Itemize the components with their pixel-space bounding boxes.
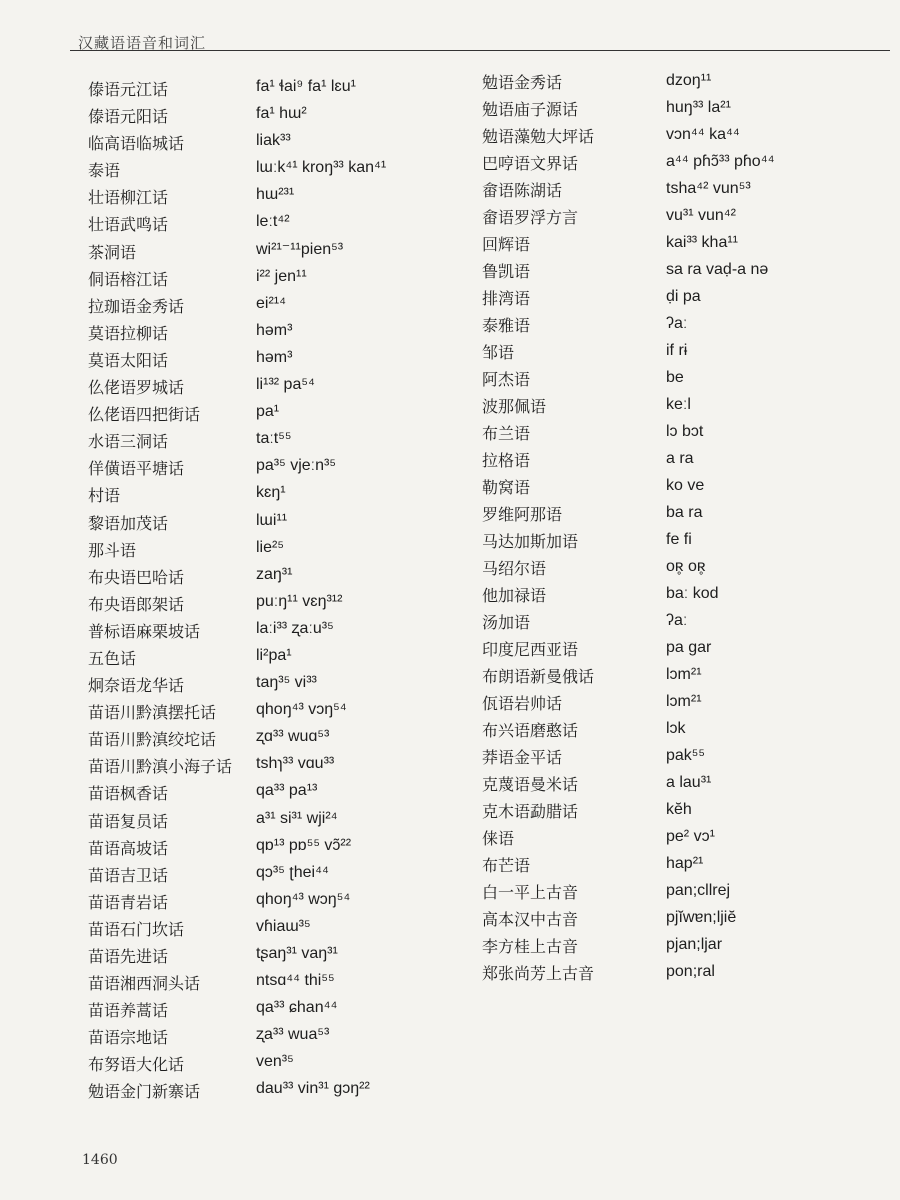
running-header: 汉藏语语音和词汇 [78,34,207,52]
word-form: fe fi [666,531,692,548]
entry-row [482,151,882,178]
entry-row [88,937,468,964]
word-form: pak⁵⁵ [666,747,706,764]
entry-row [88,124,468,154]
word-form: pon;ral [666,963,715,980]
word-form: ʔaː [666,315,688,332]
language-name: 勒窝语 [482,478,531,497]
word-form: fa¹ ɬai⁹ fa¹ lɛu¹ [256,78,356,95]
entry-row [88,395,468,425]
entry-row [482,772,882,799]
entry-row [88,829,468,856]
entry-row [482,367,882,394]
language-name: 李方桂上古音 [482,937,579,956]
language-name: 波那佩语 [482,397,547,416]
entry-row [482,718,882,745]
language-name: 阿杰语 [482,370,531,389]
entry-row [482,745,882,772]
word-form: li²pa¹ [256,646,292,664]
word-form: ba ra [666,504,703,521]
entry-row [482,637,882,664]
language-name: 马绍尔语 [482,559,547,578]
word-form: lɔk [666,720,686,737]
word-form: pjan;ljar [666,936,723,953]
language-name: 回辉语 [482,235,531,254]
word-form: hap²¹ [666,855,704,872]
word-form: leːt⁴² [256,213,290,231]
entry-row [88,774,468,804]
entry-row [482,880,882,907]
entry-row [482,583,882,610]
language-name: 苗语吉卫话 [88,865,169,885]
word-form: huŋ³³ la²¹ [666,99,731,116]
word-form: qhoŋ⁴³ vɔŋ⁵⁴ [256,701,347,719]
word-form: həm³ [256,321,293,339]
language-name: 高本汉中古音 [482,910,579,929]
word-form: a lau³¹ [666,774,712,791]
entry-row [482,934,882,961]
language-name: 布兰语 [482,424,531,443]
language-name: 佯僙语平塘话 [88,459,185,479]
language-name: 克蔑语曼米话 [482,775,579,794]
entry-row [482,205,882,232]
entry-row [482,907,882,934]
entry-row [88,720,468,750]
word-form: lɯi¹¹ [256,511,288,529]
word-form: ntsɑ⁴⁴ thi⁵⁵ [256,972,335,990]
language-name: 苗语高坡话 [88,838,169,858]
word-form: kai³³ kha¹¹ [666,234,739,251]
word-form: ei²¹⁴ [256,294,286,312]
language-name: 布朗语新曼俄话 [482,667,595,686]
language-name: 拉珈语金秀话 [88,296,185,316]
entry-row [482,286,882,313]
word-form: pjĭwɐn;ljiĕ [666,909,737,926]
language-name: 傣语元江话 [88,80,169,99]
word-form: tsha⁴² vun⁵³ [666,180,751,197]
language-name: 苗语川黔滇小海子话 [88,757,233,777]
entry-row [88,612,468,639]
language-name: 苗语枫香话 [88,784,169,804]
language-name: 克木语勐腊话 [482,802,579,821]
language-name: 白一平上古音 [482,883,579,902]
word-form: qa³³ ɕhan⁴⁴ [256,999,338,1017]
right-column [482,70,882,988]
entry-row [88,558,468,585]
word-form: qa³³ pa¹³ [256,782,318,800]
language-name: 马达加斯加语 [482,532,579,551]
entry-row [482,664,882,691]
word-form: a ra [666,450,694,467]
entry-row [482,556,882,583]
language-name: 鲁凯语 [482,262,531,281]
language-name: 那斗语 [88,540,137,560]
entry-row [482,340,882,367]
word-form: vɦiaɯ³⁵ [256,917,311,935]
entry-row [88,476,468,506]
entry-row [482,124,882,151]
entry-row [482,610,882,637]
entry-row [88,964,468,994]
language-name: 勉语金秀话 [482,73,563,92]
entry-row [88,97,468,127]
word-form: həm³ [256,348,293,366]
entry-row [482,232,882,259]
language-name: 泰语 [88,161,121,181]
word-form: ʔaː [666,612,688,629]
word-form: tʂaŋ³¹ vaŋ³¹ [256,945,338,962]
language-name: 水语三洞话 [88,432,169,452]
entry-row [88,991,468,1021]
language-name: 巴哼语文界话 [482,154,579,173]
entry-row [88,287,468,314]
language-name: 印度尼西亚语 [482,640,579,659]
entry-row [88,639,468,666]
entry-row [88,531,468,558]
language-name: 普标语麻栗坡话 [88,621,201,641]
entry-row [88,422,468,452]
language-name: 村语 [88,486,121,506]
entry-row [482,529,882,556]
language-name: 布央语郎架话 [88,594,185,614]
language-name: 排湾语 [482,289,531,308]
left-column [88,70,468,1100]
language-name: 苗语川黔滇摆托话 [88,703,217,723]
language-name: 他加禄语 [482,586,547,605]
language-name: 畲语罗浮方言 [482,208,579,227]
entry-row [88,747,468,777]
language-name: 郑张尚芳上古音 [482,964,595,983]
entry-row [482,475,882,502]
language-name: 布芒语 [482,856,531,875]
language-name: 傣语元阳话 [88,107,169,127]
language-name: 布努语大化话 [88,1055,185,1075]
language-name: 勉语庙子源话 [482,100,579,119]
word-form: ko ve [666,477,705,494]
word-form: baː kod [666,585,719,602]
language-name: 壮语柳江话 [88,188,169,208]
word-form: lɔm²¹ [666,666,702,683]
language-name: 拉格语 [482,451,531,470]
language-name: 苗语宗地话 [88,1028,169,1048]
language-name: 佤语岩帅话 [482,694,563,713]
entry-row [88,856,468,883]
language-name: 布兴语磨憨话 [482,721,579,740]
word-form: fa¹ hɯ² [256,105,307,123]
language-name: 五色话 [88,648,137,668]
entry-row [482,799,882,826]
entry-row [88,449,468,479]
entry-row [482,826,882,853]
word-form: dzoŋ¹¹ [666,72,712,89]
word-form: taːt⁵⁵ [256,430,292,448]
word-form: vɔn⁴⁴ ka⁴⁴ [666,126,740,143]
entry-row [88,1045,468,1075]
word-form: wi²¹⁻¹¹pien⁵³ [256,240,344,258]
language-name: 苗语石门坎话 [88,919,185,939]
language-name: 苗语青岩话 [88,892,169,912]
entry-row [482,448,882,475]
language-name: 邹语 [482,343,515,362]
language-name: 勉语金门新寨话 [88,1082,201,1102]
language-name: 罗维阿那语 [482,505,563,524]
entry-row [482,97,882,124]
word-form: be [666,369,684,386]
word-form: keːl [666,396,691,413]
entry-row [88,802,468,829]
word-form: i²² jen¹¹ [256,267,307,285]
word-form: pe² vɔ¹ [666,828,715,845]
word-form: laːi³³ ʐaːu³⁵ [256,619,334,637]
word-form: tshɿ³³ vɑu³³ [256,755,335,773]
entry-row [482,691,882,718]
word-form: taŋ³⁵ vi³³ [256,674,317,692]
entry-row [482,178,882,205]
language-name: 炯奈语龙华话 [88,676,185,696]
word-form: qɔ³⁵ ʈhei⁴⁴ [256,863,329,881]
language-name: 苗语复员话 [88,811,169,831]
entry-row [88,585,468,612]
word-form: if rɨ [666,342,688,359]
entry-row [88,1018,468,1048]
word-form: ʐa³³ wua⁵³ [256,1026,330,1044]
word-form: ven³⁵ [256,1053,294,1071]
language-name: 苗语川黔滇绞坨话 [88,730,217,750]
entry-row [88,693,468,723]
word-form: pan;cllrej [666,882,731,899]
word-form: sa ra vaḍ-a nə [666,261,769,278]
word-form: lie²⁵ [256,538,284,556]
header-rule [70,50,890,51]
language-name: 布央语巴哈话 [88,567,185,587]
entry-row [88,70,468,97]
entry-row [88,368,468,398]
word-form: zaŋ³¹ [256,565,293,583]
entry-row [482,259,882,286]
language-name: 勉语藻勉大坪话 [482,127,595,146]
word-form: ḍi pa [666,288,701,305]
language-name: 泰雅语 [482,316,531,335]
page-number: 1460 [82,1152,118,1168]
entry-row [482,421,882,448]
language-name: 仫佬语四把街话 [88,405,201,425]
language-name: 畲语陈湖话 [482,181,563,200]
entry-row [88,233,468,260]
language-name: 俫语 [482,829,515,848]
word-form: ʐɑ³³ wuɑ⁵³ [256,728,330,746]
word-form: pa¹ [256,403,280,421]
language-name: 苗语养蒿话 [88,1001,169,1021]
word-form: lɔm²¹ [666,693,702,710]
entry-row [88,341,468,368]
language-name: 仫佬语罗城话 [88,378,185,398]
entry-row [88,314,468,341]
word-form: pa³⁵ vjeːn³⁵ [256,457,336,475]
word-form: lɔ bɔt [666,423,704,440]
language-name: 侗语榕江话 [88,269,169,289]
language-name: 苗语先进话 [88,947,169,966]
entry-row [88,260,468,287]
language-name: 茶洞语 [88,242,137,262]
word-form: qhoŋ⁴³ wɔŋ⁵⁴ [256,890,351,908]
language-name: 莽语金平话 [482,748,563,767]
language-name: 莫语拉柳话 [88,323,169,343]
word-form: a³¹ si³¹ wji²⁴ [256,809,338,827]
word-form: lɯːk⁴¹ kroŋ³³ kan⁴¹ [256,159,387,177]
entry-row [88,883,468,910]
language-name: 汤加语 [482,613,531,632]
language-name: 黎语加茂话 [88,513,169,533]
entry-row [482,853,882,880]
word-form: liak³³ [256,132,291,150]
language-name: 莫语太阳话 [88,350,169,370]
entry-row [482,313,882,340]
entry-row [482,502,882,529]
word-form: li¹³² pa⁵⁴ [256,376,315,394]
entry-row [88,666,468,696]
word-form: pa gar [666,639,712,656]
word-form: kɛŋ¹ [256,484,286,502]
word-form: hɯ²³¹ [256,186,295,204]
word-form: puːŋ¹¹ vɛŋ³¹² [256,592,343,610]
entry-row [88,504,468,531]
entry-row [88,178,468,208]
word-form: a⁴⁴ pɦɔ̃³³ pɦo⁴⁴ [666,153,775,170]
word-form: qɒ¹³ pɒ⁵⁵ vɔ̃²² [256,836,352,854]
entry-row [482,70,882,97]
word-form: kĕh [666,801,692,818]
entry-row [482,394,882,421]
word-form: dau³³ vin³¹ ɡɔŋ²² [256,1080,370,1098]
entry-row [88,205,468,235]
language-name: 临高语临城话 [88,134,185,154]
entry-row [88,1072,468,1102]
word-form: vu³¹ vun⁴² [666,207,736,224]
word-form: oʀ̥ oʀ̥ [666,558,706,575]
entry-row [88,151,468,181]
language-name: 苗语湘西洞头话 [88,974,201,994]
entry-row [482,961,882,988]
entry-row [88,910,468,937]
language-name: 壮语武鸣话 [88,215,169,235]
